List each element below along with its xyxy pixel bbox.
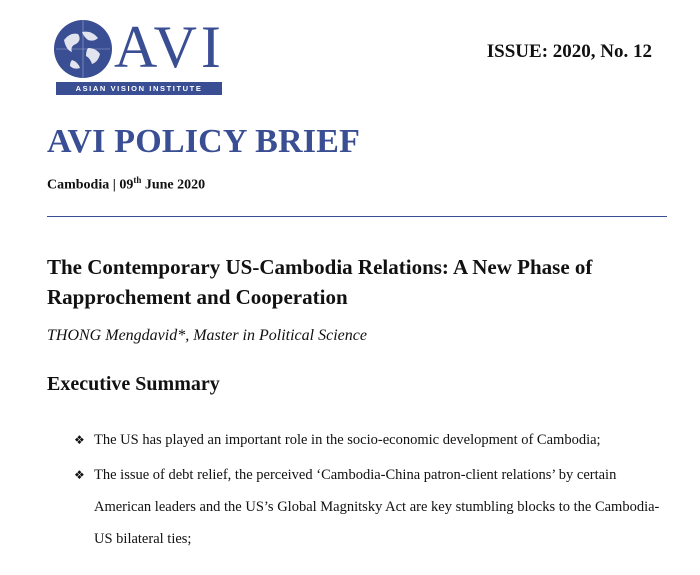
list-item [74, 424, 664, 456]
brief-title: AVI POLICY BRIEF [47, 123, 361, 160]
date-suffix: th [133, 175, 142, 185]
diamond-bullet-icon: ❖ [74, 433, 85, 447]
avi-logo [52, 14, 227, 96]
date-day: 09 [119, 177, 134, 193]
author-byline: THONG Mengdavid*, Master in Political Science [47, 327, 367, 344]
dateline-separator: | [112, 177, 116, 193]
article-title [47, 252, 667, 312]
article-title-line-2: Rapprochement and Cooperation [47, 285, 348, 309]
logo-tagline: ASIAN VISION INSTITUTE [56, 82, 222, 95]
header-divider [47, 216, 667, 217]
issue-number: ISSUE: 2020, No. 12 [486, 41, 652, 62]
executive-summary-heading: Executive Summary [47, 373, 220, 395]
dateline [47, 175, 205, 194]
logo-wordmark: AVI [114, 14, 225, 80]
diamond-bullet-icon: ❖ [74, 468, 85, 482]
list-item-text: The US has played an important role in the socio-economic development of Cambodia; [94, 432, 601, 448]
country: Cambodia [47, 177, 110, 193]
article-title-line-1: The Contemporary US-Cambodia Relations: A New Phase of [47, 255, 593, 279]
executive-summary-list [74, 424, 664, 558]
list-item [74, 459, 664, 555]
date-rest: June 2020 [144, 177, 206, 193]
list-item-text: The issue of debt relief, the perceived ‘Cambodia-China patron-client relations’ by certain American leaders and the US’s Global Magnitsky Act are key stumbling blocks to the Cambodia-US bilateral ties; [94, 467, 660, 547]
globe-icon [52, 18, 114, 80]
